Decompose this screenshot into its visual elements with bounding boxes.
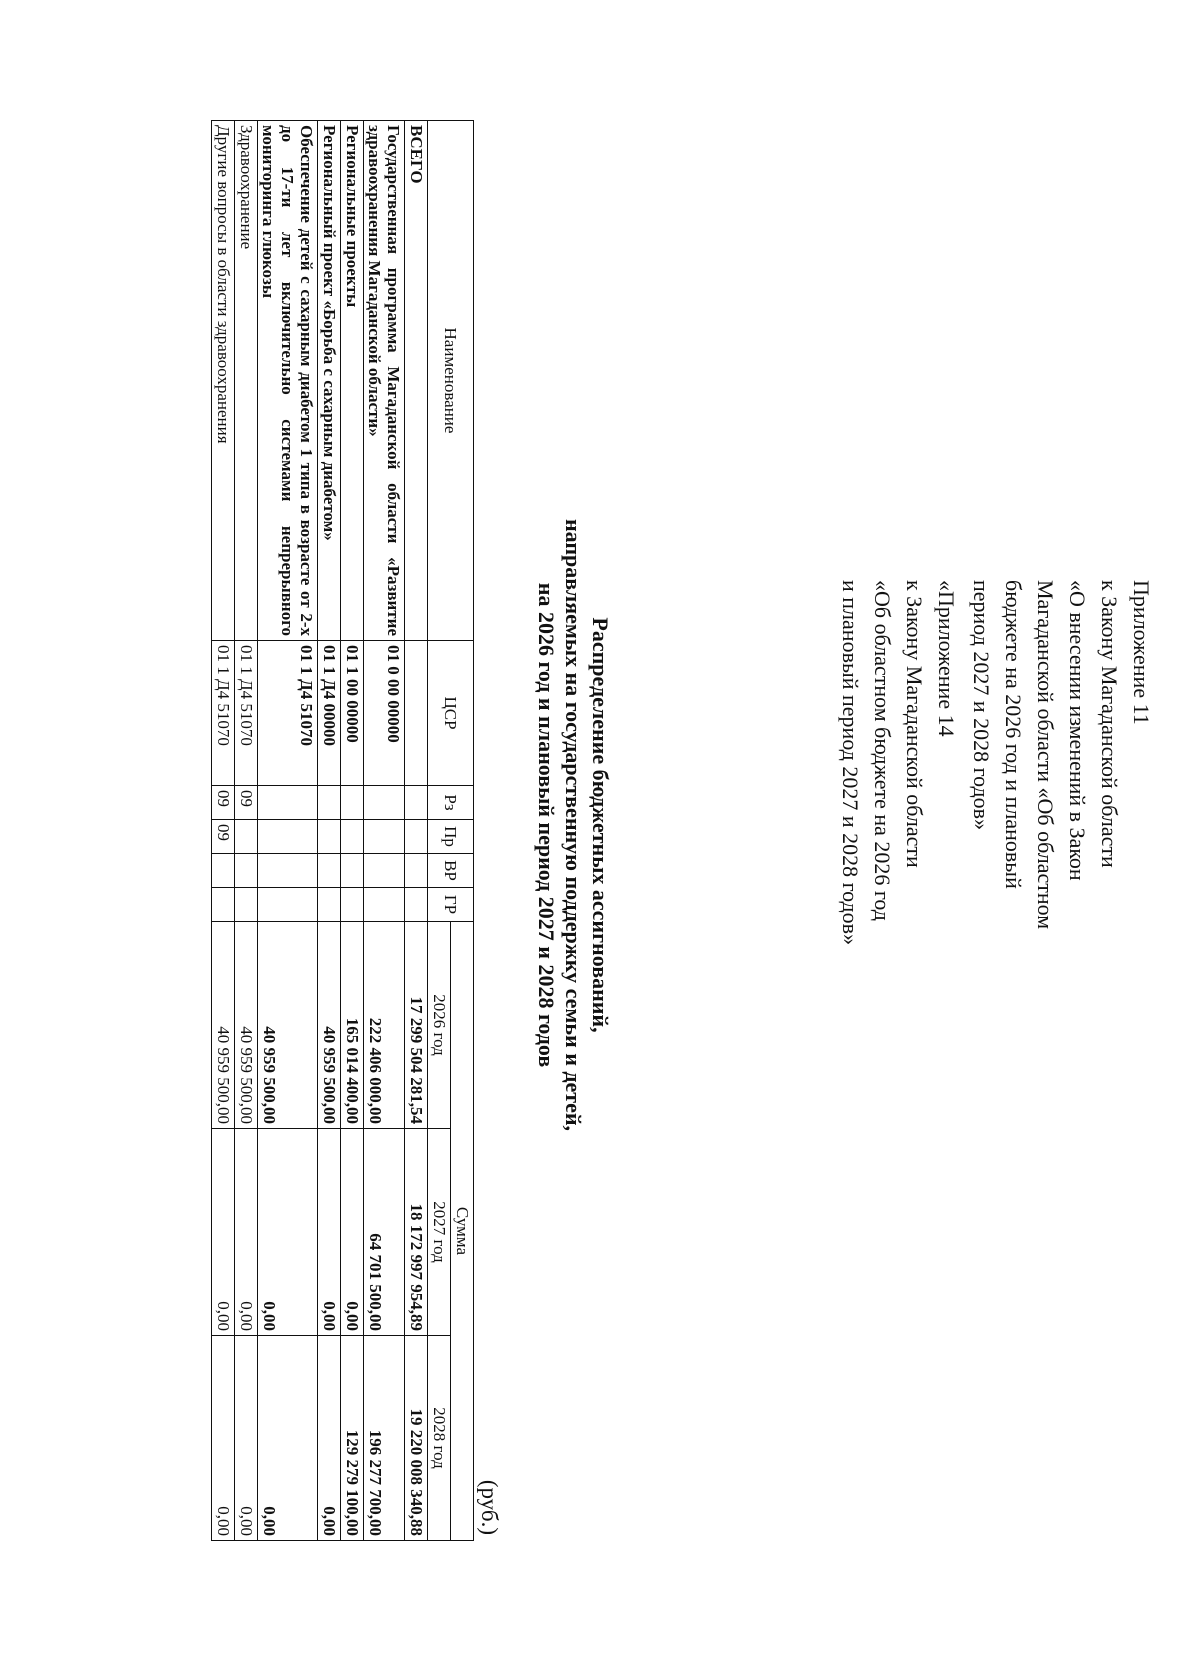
- header-gr: ГР: [428, 888, 474, 922]
- row-pr: [258, 820, 318, 854]
- header-name: Наименование: [428, 121, 474, 641]
- row-sum-2027: 64 701 500,00: [364, 1129, 405, 1336]
- table-row: [235, 121, 258, 1541]
- row-rz: 09: [212, 786, 235, 820]
- title-line: направляемых на государственную поддержку семьи и детей,: [561, 518, 586, 1132]
- rotated-content: [172, 75, 1172, 1575]
- row-vr: [318, 854, 341, 888]
- table-row: [405, 121, 428, 1541]
- row-sum-2027: 0,00: [318, 1129, 341, 1336]
- row-sum-2028: 0,00: [318, 1336, 341, 1541]
- appendix-11-line: Приложение 11: [1129, 580, 1154, 725]
- appendix-14-line: «Приложение 14: [934, 580, 959, 737]
- row-sum-2028: 129 279 100,00: [341, 1336, 364, 1541]
- row-sum-2026: 165 014 400,00: [341, 922, 364, 1129]
- row-sum-2027: 0,00: [341, 1129, 364, 1336]
- row-sum-2028: 19 220 008 340,88: [405, 1336, 428, 1541]
- row-name: Государственная программа Магаданской области «Развитие здравоохранения Магаданской области»: [364, 121, 405, 641]
- row-vr: [405, 854, 428, 888]
- row-name: Обеспечение детей с сахарным диабетом 1 типа в возрасте от 2-х до 17-ти лет включительно системами непрерывного мониторинга глюкозы: [258, 121, 318, 641]
- currency-unit: (руб.): [477, 1479, 502, 1535]
- appendix-14-note: [834, 580, 962, 1180]
- row-gr: [341, 888, 364, 922]
- row-csr: 01 1 Д4 51070: [258, 641, 318, 786]
- row-pr: [318, 820, 341, 854]
- header-sum: Сумма: [451, 922, 474, 1541]
- table-row: [258, 121, 318, 1541]
- row-csr: 01 1 Д4 51070: [235, 641, 258, 786]
- row-sum-2028: 0,00: [212, 1336, 235, 1541]
- row-name: Региональный проект «Борьба с сахарным диабетом»: [318, 121, 341, 641]
- row-gr: [364, 888, 405, 922]
- row-sum-2027: 0,00: [258, 1129, 318, 1336]
- row-vr: [364, 854, 405, 888]
- row-rz: [341, 786, 364, 820]
- appendix-11-line: к Закону Магаданской области: [1097, 580, 1122, 868]
- row-sum-2026: 40 959 500,00: [258, 922, 318, 1129]
- header-pr: Пр: [428, 820, 474, 854]
- row-rz: [318, 786, 341, 820]
- row-csr: 01 1 Д4 51070: [212, 641, 235, 786]
- row-sum-2026: 40 959 500,00: [235, 922, 258, 1129]
- row-sum-2026: 17 299 504 281,54: [405, 922, 428, 1129]
- row-csr: [405, 641, 428, 786]
- row-rz: [405, 786, 428, 820]
- appendix-11-line: «О внесении изменений в Закон: [1065, 580, 1090, 881]
- row-pr: [364, 820, 405, 854]
- row-gr: [318, 888, 341, 922]
- row-sum-2026: 40 959 500,00: [318, 922, 341, 1129]
- row-name: Здравоохранение: [235, 121, 258, 641]
- row-pr: [341, 820, 364, 854]
- title-line: на 2026 год и плановый период 2027 и 2028 годов: [534, 582, 559, 1068]
- row-sum-2026: 40 959 500,00: [212, 922, 235, 1129]
- table-row: [341, 121, 364, 1541]
- row-gr: [405, 888, 428, 922]
- row-csr: 01 1 Д4 00000: [318, 641, 341, 786]
- row-vr: [341, 854, 364, 888]
- row-sum-2027: 18 172 997 954,89: [405, 1129, 428, 1336]
- row-name: Другие вопросы в области здравоохранения: [212, 121, 235, 641]
- row-gr: [258, 888, 318, 922]
- appendix-11-line: период 2027 и 2028 годов»: [969, 580, 994, 831]
- row-rz: 09: [235, 786, 258, 820]
- budget-table-wrapper: [211, 120, 474, 1540]
- appendix-11-line: бюджете на 2026 год и плановый: [1001, 580, 1026, 889]
- budget-table: [211, 120, 474, 1541]
- table-row: [318, 121, 341, 1541]
- appendix-11-line: Магаданской области «Об областном: [1033, 580, 1058, 930]
- table-row: [212, 121, 235, 1541]
- row-sum-2027: 0,00: [235, 1129, 258, 1336]
- appendix-14-line: и плановый период 2027 и 2028 годов»: [838, 580, 863, 946]
- appendix-11-note: [965, 580, 1157, 1180]
- row-vr: [212, 854, 235, 888]
- row-rz: [258, 786, 318, 820]
- row-vr: [235, 854, 258, 888]
- row-rz: [364, 786, 405, 820]
- row-sum-2026: 222 406 000,00: [364, 922, 405, 1129]
- header-csr: ЦСР: [428, 641, 474, 786]
- row-sum-2028: 0,00: [258, 1336, 318, 1541]
- row-csr: 01 1 00 00000: [341, 641, 364, 786]
- row-name: ВСЕГО: [405, 121, 428, 641]
- row-sum-2028: 196 277 700,00: [364, 1336, 405, 1541]
- title-line: Распределение бюджетных ассигнований,: [588, 617, 613, 1033]
- document-title: [533, 75, 614, 1575]
- header-row: [451, 121, 474, 1541]
- row-gr: [212, 888, 235, 922]
- header-year-2026: 2026 год: [428, 922, 451, 1129]
- row-name: Региональные проекты: [341, 121, 364, 641]
- row-csr: 01 0 00 00000: [364, 641, 405, 786]
- row-pr: [405, 820, 428, 854]
- row-vr: [258, 854, 318, 888]
- row-gr: [235, 888, 258, 922]
- appendix-14-line: к Закону Магаданской области: [902, 580, 927, 868]
- header-vr: ВР: [428, 854, 474, 888]
- header-year-2027: 2027 год: [428, 1129, 451, 1336]
- header-year-2028: 2028 год: [428, 1336, 451, 1541]
- row-sum-2027: 0,00: [212, 1129, 235, 1336]
- row-pr: [235, 820, 258, 854]
- header-rz: Рз: [428, 786, 474, 820]
- appendix-14-line: «Об областном бюджете на 2026 год: [870, 580, 895, 921]
- row-pr: 09: [212, 820, 235, 854]
- table-row: [364, 121, 405, 1541]
- row-sum-2028: 0,00: [235, 1336, 258, 1541]
